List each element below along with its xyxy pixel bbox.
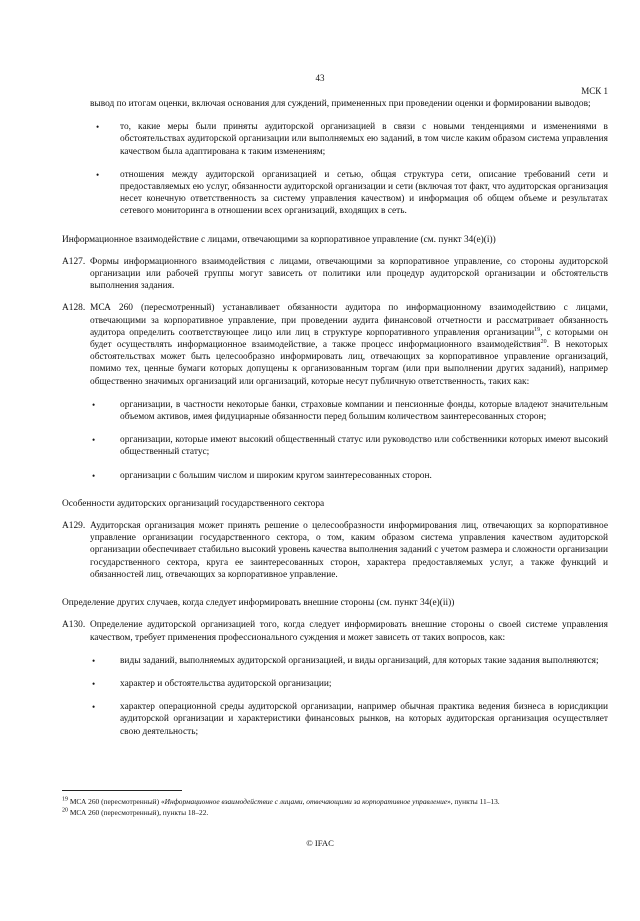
list-item-text: отношения между аудиторской организацией и сетью, общая структура сети, описание требований сети и предоставляемых ею услуг, обязанности аудиторской организации и сети (включая тот факт, что аудиторская организация несет конечную ответственность за систему управления качеством) и информация об общем объеме и результатах сетевого мониторинга в отношении всех организаций, входящих в сеть. bbox=[120, 169, 608, 217]
bullet-icon: • bbox=[96, 122, 100, 133]
bullet-icon: • bbox=[92, 702, 96, 713]
list-item bbox=[62, 169, 608, 218]
bullet-icon: • bbox=[92, 435, 96, 446]
footnote-number: 20 bbox=[62, 807, 68, 814]
header-code: МСК 1 bbox=[581, 86, 608, 96]
bullet-icon: • bbox=[96, 169, 100, 180]
page-number: 43 bbox=[315, 73, 325, 83]
paragraph-a128 bbox=[62, 302, 608, 387]
paragraph-text: . В некоторых обстоятельствах может быть целесообразно информировать лиц, отвечающих за корпоративное управление организаций, помимо тех, ценные бумаги которых допущены к организованным торгам (или при выполнении других заданий), например общественно значимых организаций или организаций, которые несут публичную ответственность, таких как: bbox=[90, 340, 608, 387]
paragraph-text: Формы информационного взаимодействия с лицами, отвечающими за корпоративное управление, со стороны аудиторской организации или рабочей группы могут зависеть от политики или процедур аудиторской организации и обстоятельств выполнения задания. bbox=[90, 256, 608, 292]
footnote-divider bbox=[62, 790, 182, 791]
bullet-icon: • bbox=[92, 678, 96, 689]
paragraph-text: Аудиторская организация может принять решение о целесообразности информирования лиц, отвечающих за корпоративное управление организации государственного сектора, о том, каким образом система управления качеством аудиторской организации обеспечивает стабильно высокий уровень качества выполнения заданий с учетом размера и сложности организации государственного сектора, круга ее заинтересованных сторон, характера предоставляемых услуг, а также функций и обязанностей лиц, отвечающих за корпоративное управление. bbox=[90, 521, 608, 580]
paragraph-text: , с которыми он будет осуществлять информационное взаимодействие, а также процесс информационного взаимодействия bbox=[90, 327, 608, 351]
footnote-19 bbox=[62, 797, 608, 807]
footnote-title: Информационное взаимодействие с лицами, отвечающими за корпоративное управление bbox=[164, 797, 448, 806]
section-heading: Особенности аудиторских организаций государственного сектора bbox=[62, 498, 325, 509]
paragraph-text: Определение аудиторской организацией того, когда следует информировать внешние стороны о своей системе управления качеством, требует применения профессионального суждения и может зависеть от таких вопросов, как: bbox=[90, 620, 608, 643]
footnote-text: МСА 260 (пересмотренный) « bbox=[68, 797, 165, 806]
intro-continuation: вывод по итогам оценки, включая основания для суждений, примененных при проведении оценки и формировании выводов; bbox=[90, 99, 591, 109]
footnote-ref[interactable]: 19 bbox=[534, 326, 541, 333]
footnote-number: 19 bbox=[62, 796, 68, 803]
paragraph-a130 bbox=[62, 619, 608, 643]
footnote-text: МСА 260 (пересмотренный), пункты 18–22. bbox=[68, 808, 209, 817]
list-item-text: характер и обстоятельства аудиторской организации; bbox=[120, 678, 332, 689]
paragraph-text: МСА 260 (пересмотренный) устанавливает обязанности аудитора по информационному взаимодействию с лицами, отвечающими за корпоративное управление, при проведении аудита финансовой отчетности и рассматривает обязанность аудитора определить соответствующее лицо или лиц в структуре корпоративного управления организации bbox=[90, 303, 608, 338]
bullet-icon: • bbox=[92, 655, 96, 666]
section-heading: Определение других случаев, когда следует информировать внешние стороны (см. пункт 34(e)(ii)) bbox=[62, 598, 455, 609]
paragraph-a127 bbox=[62, 256, 608, 293]
list-item bbox=[62, 678, 608, 690]
list-item bbox=[62, 399, 608, 423]
bullet-icon: • bbox=[92, 470, 96, 481]
list-item-text: организации, которые имеют высокий общественный статус или руководство или собственники которых имеют высокий общественный статус; bbox=[120, 435, 608, 458]
paragraph-number: A127. bbox=[62, 256, 86, 267]
list-item bbox=[62, 655, 608, 667]
list-item-text: организации, в частности некоторые банки, страховые компании и пенсионные фонды, которые владеют значительным объемом активов, имея фидуциарные обязанности перед большим количеством заинтересованных сторон; bbox=[120, 399, 608, 423]
section-heading: Информационное взаимодействие с лицами, отвечающими за корпоративное управление (см. пункт 34(e)(i)) bbox=[62, 234, 496, 245]
paragraph-number: A128. bbox=[62, 303, 86, 314]
list-item-text: виды заданий, выполняемых аудиторской организацией, и виды организаций, для которых такие задания выполняются; bbox=[120, 655, 599, 666]
footnote-text: », пункты 11–13. bbox=[447, 797, 500, 806]
footnote-20 bbox=[62, 808, 608, 818]
paragraph-number: A129. bbox=[62, 521, 86, 532]
list-item bbox=[62, 470, 608, 482]
bullet-icon: • bbox=[92, 399, 96, 410]
list-item bbox=[62, 701, 608, 738]
list-item bbox=[62, 121, 608, 158]
paragraph-a129 bbox=[62, 520, 608, 581]
page-footer: © IFAC bbox=[306, 838, 334, 848]
list-item-text: характер операционной среды аудиторской организации, например обычная практика ведения бизнеса в юрисдикции аудиторской организации и характеристики финансовых рынков, на которых аудиторская организация осуществляет свою деятельность; bbox=[120, 702, 608, 737]
list-item-text: то, какие меры были приняты аудиторской организацией в связи с новыми тенденциями и изменениями в обстоятельствах аудиторской организации или выполняемых ею заданий, в том числе каким образом система управления качеством была адаптирована к таким изменениям; bbox=[120, 122, 608, 157]
list-item bbox=[62, 434, 608, 458]
footnote-ref[interactable]: 20 bbox=[540, 338, 547, 345]
paragraph-number: A130. bbox=[62, 620, 86, 631]
list-item-text: организации с большим числом и широким кругом заинтересованных сторон. bbox=[120, 470, 432, 481]
document-body bbox=[62, 98, 608, 738]
